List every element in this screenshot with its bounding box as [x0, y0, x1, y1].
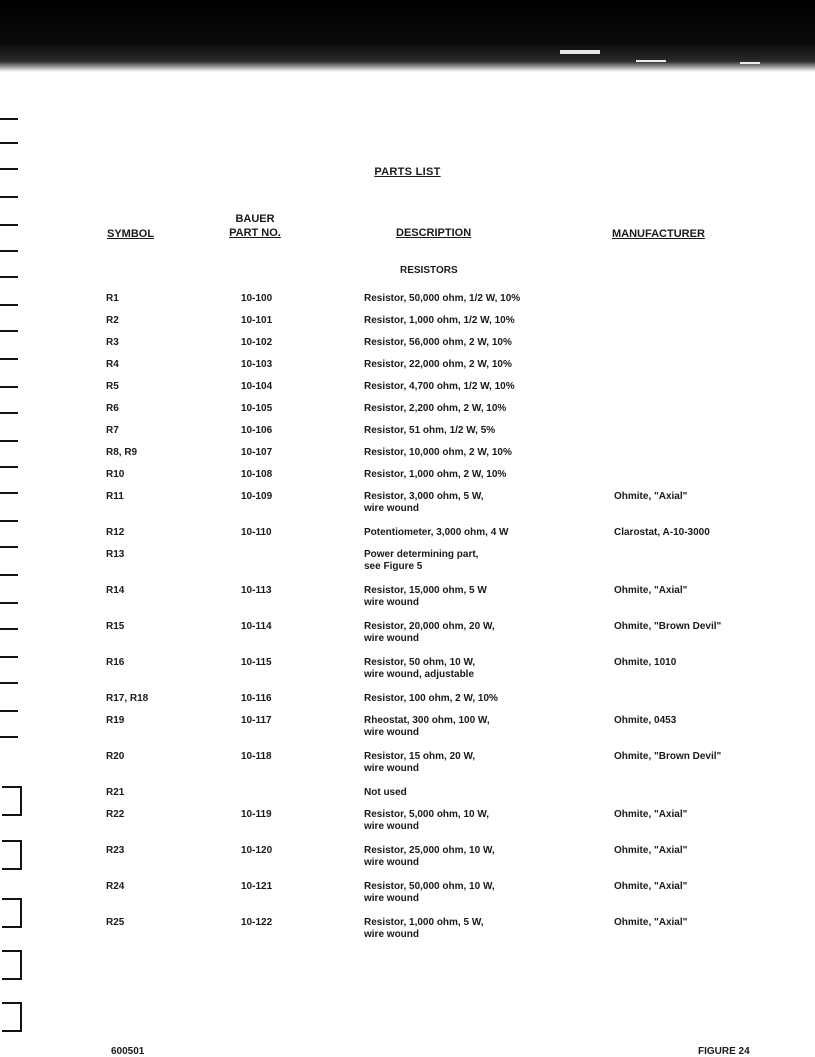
cell-symbol: R15 — [106, 621, 125, 632]
description-line-2: wire wound — [364, 727, 419, 738]
cell-symbol: R8, R9 — [106, 447, 138, 458]
cell-description — [364, 549, 594, 573]
cell-part-no: 10-106 — [241, 425, 273, 436]
cell-description — [364, 527, 594, 539]
cell-manufacturer: Ohmite, "Axial" — [614, 881, 688, 892]
cell-description — [364, 491, 594, 515]
cell-symbol: R22 — [106, 809, 125, 820]
table-row — [0, 585, 815, 621]
table-row — [0, 845, 815, 881]
description-line-2: wire wound — [364, 763, 419, 774]
cell-symbol: R2 — [106, 315, 119, 326]
table-row — [0, 787, 815, 809]
cell-description — [364, 845, 594, 869]
description-line: Resistor, 10,000 ohm, 2 W, 10% — [364, 447, 512, 458]
description-line: Resistor, 1,000 ohm, 5 W, — [364, 917, 484, 928]
cell-symbol: R4 — [106, 359, 119, 370]
cell-manufacturer: Ohmite, "Axial" — [614, 491, 688, 502]
cell-part-no: 10-117 — [241, 715, 272, 726]
header-symbol: SYMBOL — [107, 228, 155, 240]
description-line: Resistor, 15 ohm, 20 W, — [364, 751, 476, 762]
cell-description — [364, 693, 594, 705]
cell-part-no: 10-121 — [241, 881, 273, 892]
cell-manufacturer: Ohmite, "Brown Devil" — [614, 621, 722, 632]
cell-symbol: R19 — [106, 715, 125, 726]
description-line: Resistor, 50,000 ohm, 1/2 W, 10% — [364, 293, 521, 304]
description-line-2: wire wound — [364, 503, 419, 514]
cell-symbol: R5 — [106, 381, 119, 392]
cell-symbol: R21 — [106, 787, 125, 798]
cell-symbol: R7 — [106, 425, 119, 436]
cell-description — [364, 809, 594, 833]
description-line-2: wire wound, adjustable — [364, 669, 475, 680]
description-line: Resistor, 22,000 ohm, 2 W, 10% — [364, 359, 512, 370]
description-line: Resistor, 1,000 ohm, 2 W, 10% — [364, 469, 507, 480]
cell-part-no: 10-109 — [241, 491, 273, 502]
cell-symbol: R16 — [106, 657, 125, 668]
table-row — [0, 447, 815, 469]
cell-symbol: R10 — [106, 469, 125, 480]
description-line: Resistor, 50 ohm, 10 W, — [364, 657, 476, 668]
header-description: DESCRIPTION — [396, 227, 472, 239]
cell-manufacturer: Ohmite, "Axial" — [614, 809, 688, 820]
cell-manufacturer: Ohmite, 1010 — [614, 657, 677, 668]
description-line-2: wire wound — [364, 857, 419, 868]
cell-part-no: 10-102 — [241, 337, 273, 348]
cell-symbol: R6 — [106, 403, 119, 414]
page-title: PARTS LIST — [374, 166, 441, 178]
cell-manufacturer: Ohmite, "Axial" — [614, 845, 688, 856]
table-row — [0, 621, 815, 657]
cell-description — [364, 315, 594, 327]
cell-part-no: 10-110 — [241, 527, 272, 538]
table-row — [0, 359, 815, 381]
description-line: Resistor, 2,200 ohm, 2 W, 10% — [364, 403, 507, 414]
table-row — [0, 751, 815, 787]
cell-part-no: 10-103 — [241, 359, 273, 370]
cell-manufacturer: Ohmite, "Axial" — [614, 917, 688, 928]
description-line: Not used — [364, 787, 407, 798]
description-line: Resistor, 51 ohm, 1/2 W, 5% — [364, 425, 496, 436]
table-row — [0, 809, 815, 845]
cell-part-no: 10-115 — [241, 657, 272, 668]
description-line: Resistor, 4,700 ohm, 1/2 W, 10% — [364, 381, 515, 392]
cell-part-no: 10-101 — [241, 315, 273, 326]
description-line: Resistor, 100 ohm, 2 W, 10% — [364, 693, 498, 704]
description-line-2: wire wound — [364, 597, 419, 608]
header-part-no: BAUER PART NO. — [229, 213, 281, 239]
table-row — [0, 881, 815, 917]
table-row — [0, 381, 815, 403]
description-line-2: wire wound — [364, 893, 419, 904]
table-row — [0, 917, 815, 953]
cell-description — [364, 751, 594, 775]
cell-manufacturer: Ohmite, 0453 — [614, 715, 677, 726]
cell-symbol: R3 — [106, 337, 119, 348]
cell-symbol: R17, R18 — [106, 693, 149, 704]
table-row — [0, 403, 815, 425]
description-line: Rheostat, 300 ohm, 100 W, — [364, 715, 490, 726]
description-line-2: wire wound — [364, 821, 419, 832]
description-line: Resistor, 50,000 ohm, 10 W, — [364, 881, 495, 892]
cell-manufacturer: Ohmite, "Axial" — [614, 585, 688, 596]
cell-part-no: 10-107 — [241, 447, 273, 458]
cell-description — [364, 715, 594, 739]
table-row — [0, 337, 815, 359]
table-row — [0, 657, 815, 693]
table-row — [0, 315, 815, 337]
cell-symbol: R11 — [106, 491, 124, 502]
section-heading: RESISTORS — [400, 265, 458, 276]
cell-symbol: R12 — [106, 527, 125, 538]
description-line: Resistor, 56,000 ohm, 2 W, 10% — [364, 337, 512, 348]
header-manufacturer: MANUFACTURER — [612, 228, 705, 240]
cell-symbol: R25 — [106, 917, 125, 928]
cell-symbol: R13 — [106, 549, 125, 560]
description-line: Resistor, 3,000 ohm, 5 W, — [364, 491, 484, 502]
cell-part-no: 10-119 — [241, 809, 272, 820]
cell-description — [364, 917, 594, 941]
cell-description — [364, 381, 594, 393]
cell-description — [364, 337, 594, 349]
cell-manufacturer: Ohmite, "Brown Devil" — [614, 751, 722, 762]
document-number: 600501 — [111, 1046, 145, 1057]
table-row — [0, 527, 815, 549]
scan-dark-band — [0, 0, 815, 72]
cell-description — [364, 621, 594, 645]
cell-description — [364, 425, 594, 437]
table-row — [0, 715, 815, 751]
figure-label: FIGURE 24 — [698, 1046, 750, 1057]
table-row — [0, 491, 815, 527]
cell-part-no: 10-116 — [241, 693, 272, 704]
description-line-2: wire wound — [364, 633, 419, 644]
cell-part-no: 10-122 — [241, 917, 273, 928]
cell-part-no: 10-108 — [241, 469, 273, 480]
table-row — [0, 549, 815, 585]
table-row — [0, 469, 815, 491]
cell-symbol: R14 — [106, 585, 125, 596]
cell-part-no: 10-120 — [241, 845, 273, 856]
description-line: Potentiometer, 3,000 ohm, 4 W — [364, 527, 509, 538]
cell-description — [364, 447, 594, 459]
cell-manufacturer: Clarostat, A-10-3000 — [614, 527, 710, 538]
cell-description — [364, 293, 594, 305]
description-line-2: see Figure 5 — [364, 561, 423, 572]
cell-description — [364, 787, 594, 799]
description-line: Resistor, 20,000 ohm, 20 W, — [364, 621, 495, 632]
cell-description — [364, 359, 594, 371]
description-line: Resistor, 25,000 ohm, 10 W, — [364, 845, 495, 856]
cell-description — [364, 881, 594, 905]
table-row — [0, 425, 815, 447]
description-line: Power determining part, — [364, 549, 479, 560]
description-line: Resistor, 5,000 ohm, 10 W, — [364, 809, 490, 820]
table-row — [0, 693, 815, 715]
cell-part-no: 10-104 — [241, 381, 273, 392]
table-row — [0, 293, 815, 315]
cell-symbol: R20 — [106, 751, 125, 762]
cell-part-no: 10-114 — [241, 621, 272, 632]
cell-description — [364, 469, 594, 481]
cell-part-no: 10-118 — [241, 751, 272, 762]
description-line: Resistor, 15,000 ohm, 5 W — [364, 585, 487, 596]
cell-description — [364, 657, 594, 681]
cell-symbol: R1 — [106, 293, 119, 304]
cell-description — [364, 403, 594, 415]
cell-symbol: R24 — [106, 881, 125, 892]
description-line-2: wire wound — [364, 929, 419, 940]
cell-symbol: R23 — [106, 845, 125, 856]
cell-part-no: 10-113 — [241, 585, 272, 596]
cell-part-no: 10-105 — [241, 403, 273, 414]
cell-description — [364, 585, 594, 609]
description-line: Resistor, 1,000 ohm, 1/2 W, 10% — [364, 315, 515, 326]
cell-part-no: 10-100 — [241, 293, 273, 304]
